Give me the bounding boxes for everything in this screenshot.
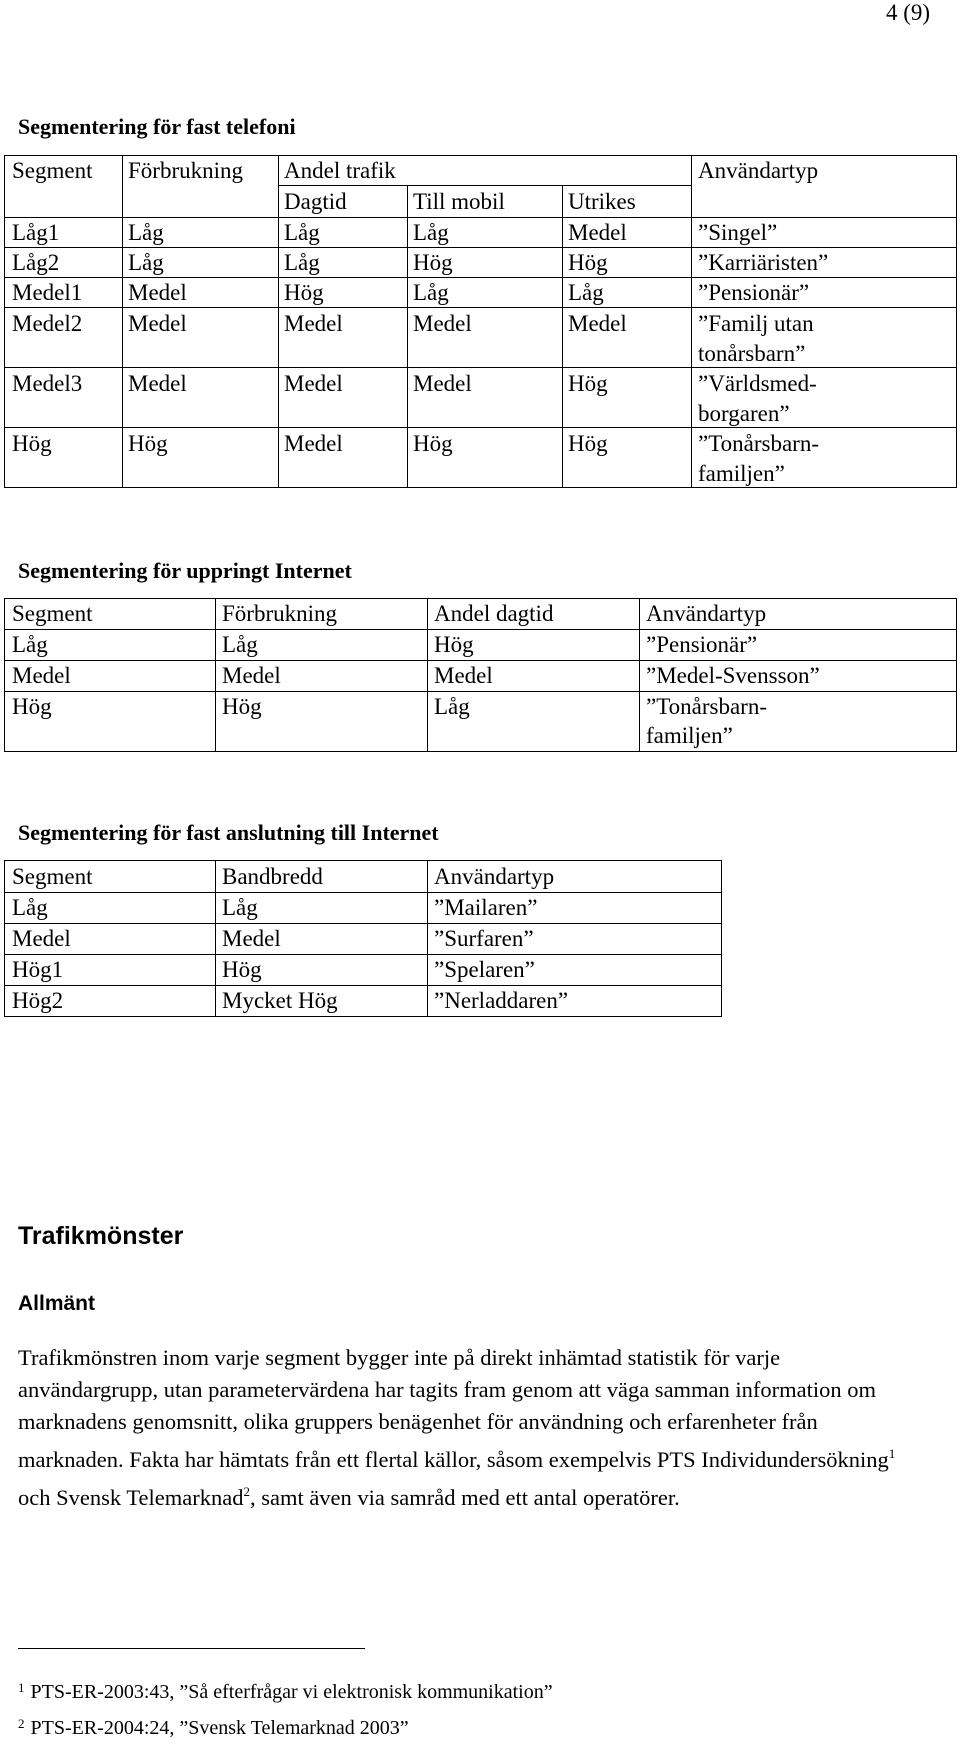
t1-cell: Medel <box>568 311 627 336</box>
footnote-2 <box>18 1716 409 1740</box>
t2-cell: Låg <box>222 632 258 657</box>
t1-cell: Låg <box>284 220 320 245</box>
t2-cell: Låg <box>12 632 48 657</box>
t1-cell: Låg <box>413 280 449 305</box>
footnote-1 <box>18 1680 553 1704</box>
t2-cell: familjen” <box>646 723 733 748</box>
t1-cell: ”Familj utan <box>698 311 814 336</box>
t1-cell: Medel3 <box>12 371 83 396</box>
t1-cell: ”Singel” <box>698 220 778 245</box>
t1-cell: Hög <box>568 371 608 396</box>
t1-cell: Hög <box>413 250 453 275</box>
t1-cell: Hög <box>12 431 52 456</box>
t1-cell: ”Pensionär” <box>698 280 810 305</box>
t3-cell: ”Nerladdaren” <box>434 988 569 1013</box>
t1-cell: Medel <box>284 311 343 336</box>
t1-cell: Låg <box>128 220 164 245</box>
t3-header-bandbredd: Bandbredd <box>222 864 323 889</box>
footnote-number: 2 <box>18 1716 25 1731</box>
t1-cell: ”Världsmed- <box>698 371 817 396</box>
t1-cell: Låg <box>284 250 320 275</box>
t1-cell: familjen” <box>698 461 785 486</box>
footnote-separator <box>18 1648 365 1649</box>
dialup-internet-table <box>4 598 957 752</box>
t1-header-anvandartyp: Användartyp <box>698 158 819 183</box>
footnote-text: PTS-ER-2004:24, ”Svensk Telemarknad 2003” <box>30 1717 409 1739</box>
t1-cell: Medel1 <box>12 280 83 305</box>
t3-cell: ”Mailaren” <box>434 895 538 920</box>
t1-cell: tonårsbarn” <box>698 341 806 366</box>
t2-cell: ”Pensionär” <box>646 632 758 657</box>
t1-cell: borgaren” <box>698 401 790 426</box>
t1-cell: ”Tonårsbarn- <box>698 431 819 456</box>
t1-cell: Hög <box>413 431 453 456</box>
t1-cell: Medel <box>413 371 472 396</box>
section-subtitle: Allmänt <box>18 1292 96 1315</box>
t3-cell: Medel <box>12 926 71 951</box>
paragraph-text: Trafikmönstren inom varje segment bygger inte på direkt inhämtad statistik för varje användargrupp, utan parametervärdena har tagits fram genom att väga samman information om marknadens genomsnitt, olika gruppers benägenhet för användning och erfarenheter från marknaden. Fakta har hämtats från ett flertal källor, såsom exempelvis PTS Individundersökning <box>18 1345 889 1472</box>
t1-cell: Medel <box>128 280 187 305</box>
t3-cell: ”Spelaren” <box>434 957 535 982</box>
paragraph-text: , samt även via samråd med ett antal operatörer. <box>249 1485 680 1510</box>
t1-cell: Hög <box>284 280 324 305</box>
table1-title: Segmentering för fast telefoni <box>18 114 296 139</box>
t3-cell: Hög2 <box>12 988 64 1013</box>
t1-subheader-till-mobil: Till mobil <box>413 189 505 214</box>
t3-cell: Låg <box>222 895 258 920</box>
t1-cell: Hög <box>128 431 168 456</box>
t2-cell: Medel <box>12 663 71 688</box>
t2-cell: Hög <box>12 694 52 719</box>
t2-header-forbrukning: Förbrukning <box>222 601 337 626</box>
t1-header-forbrukning: Förbrukning <box>128 158 243 183</box>
t1-cell: Hög <box>568 431 608 456</box>
t1-cell: Låg2 <box>12 250 60 275</box>
t3-cell: Hög1 <box>12 957 64 982</box>
t3-cell: Låg <box>12 895 48 920</box>
t3-cell: Mycket Hög <box>222 988 338 1013</box>
t1-cell: Medel <box>568 220 627 245</box>
t1-cell: Medel <box>128 311 187 336</box>
t3-cell: Hög <box>222 957 262 982</box>
t1-cell: ”Karriäristen” <box>698 250 829 275</box>
t2-cell: ”Medel-Svensson” <box>646 663 820 688</box>
t3-cell: Medel <box>222 926 281 951</box>
t2-cell: Hög <box>434 632 474 657</box>
table2-title: Segmentering för uppringt Internet <box>18 558 352 583</box>
t1-cell: Medel <box>284 371 343 396</box>
t1-cell: Medel2 <box>12 311 83 336</box>
page-number: 4 (9) <box>886 0 931 25</box>
t1-cell: Låg <box>128 250 164 275</box>
t1-cell: Medel <box>128 371 187 396</box>
t2-cell: ”Tonårsbarn- <box>646 694 767 719</box>
t2-header-andel-dagtid: Andel dagtid <box>434 601 554 626</box>
t1-header-segment: Segment <box>12 158 93 183</box>
footnote-text: PTS-ER-2003:43, ”Så efterfrågar vi elektronisk kommunikation” <box>30 1681 553 1703</box>
t2-header-segment: Segment <box>12 601 93 626</box>
paragraph-text: och Svensk Telemarknad <box>18 1485 244 1510</box>
footnote-number: 1 <box>18 1680 25 1695</box>
t2-header-anvandartyp: Användartyp <box>646 601 767 626</box>
section-title: Trafikmönster <box>18 1222 184 1250</box>
footnote-ref-1: 1 <box>888 1446 896 1461</box>
t3-cell: ”Surfaren” <box>434 926 534 951</box>
t1-cell: Medel <box>413 311 472 336</box>
t1-header-andel-trafik: Andel trafik <box>284 158 396 183</box>
table3-title: Segmentering för fast anslutning till Internet <box>18 820 439 845</box>
t1-cell: Låg <box>413 220 449 245</box>
t1-cell: Låg1 <box>12 220 60 245</box>
body-paragraph <box>18 1342 918 1514</box>
t2-cell: Hög <box>222 694 262 719</box>
t1-subheader-utrikes: Utrikes <box>568 189 636 214</box>
t1-cell: Låg <box>568 280 604 305</box>
t3-header-segment: Segment <box>12 864 93 889</box>
t3-header-anvandartyp: Användartyp <box>434 864 555 889</box>
fixed-internet-table <box>4 860 722 1017</box>
t2-cell: Medel <box>222 663 281 688</box>
fixed-telephony-table <box>4 155 957 488</box>
t1-cell: Hög <box>568 250 608 275</box>
t2-cell: Låg <box>434 694 470 719</box>
t1-subheader-dagtid: Dagtid <box>284 189 347 214</box>
footnote-ref-2: 2 <box>243 1484 250 1499</box>
t2-cell: Medel <box>434 663 493 688</box>
t1-cell: Medel <box>284 431 343 456</box>
